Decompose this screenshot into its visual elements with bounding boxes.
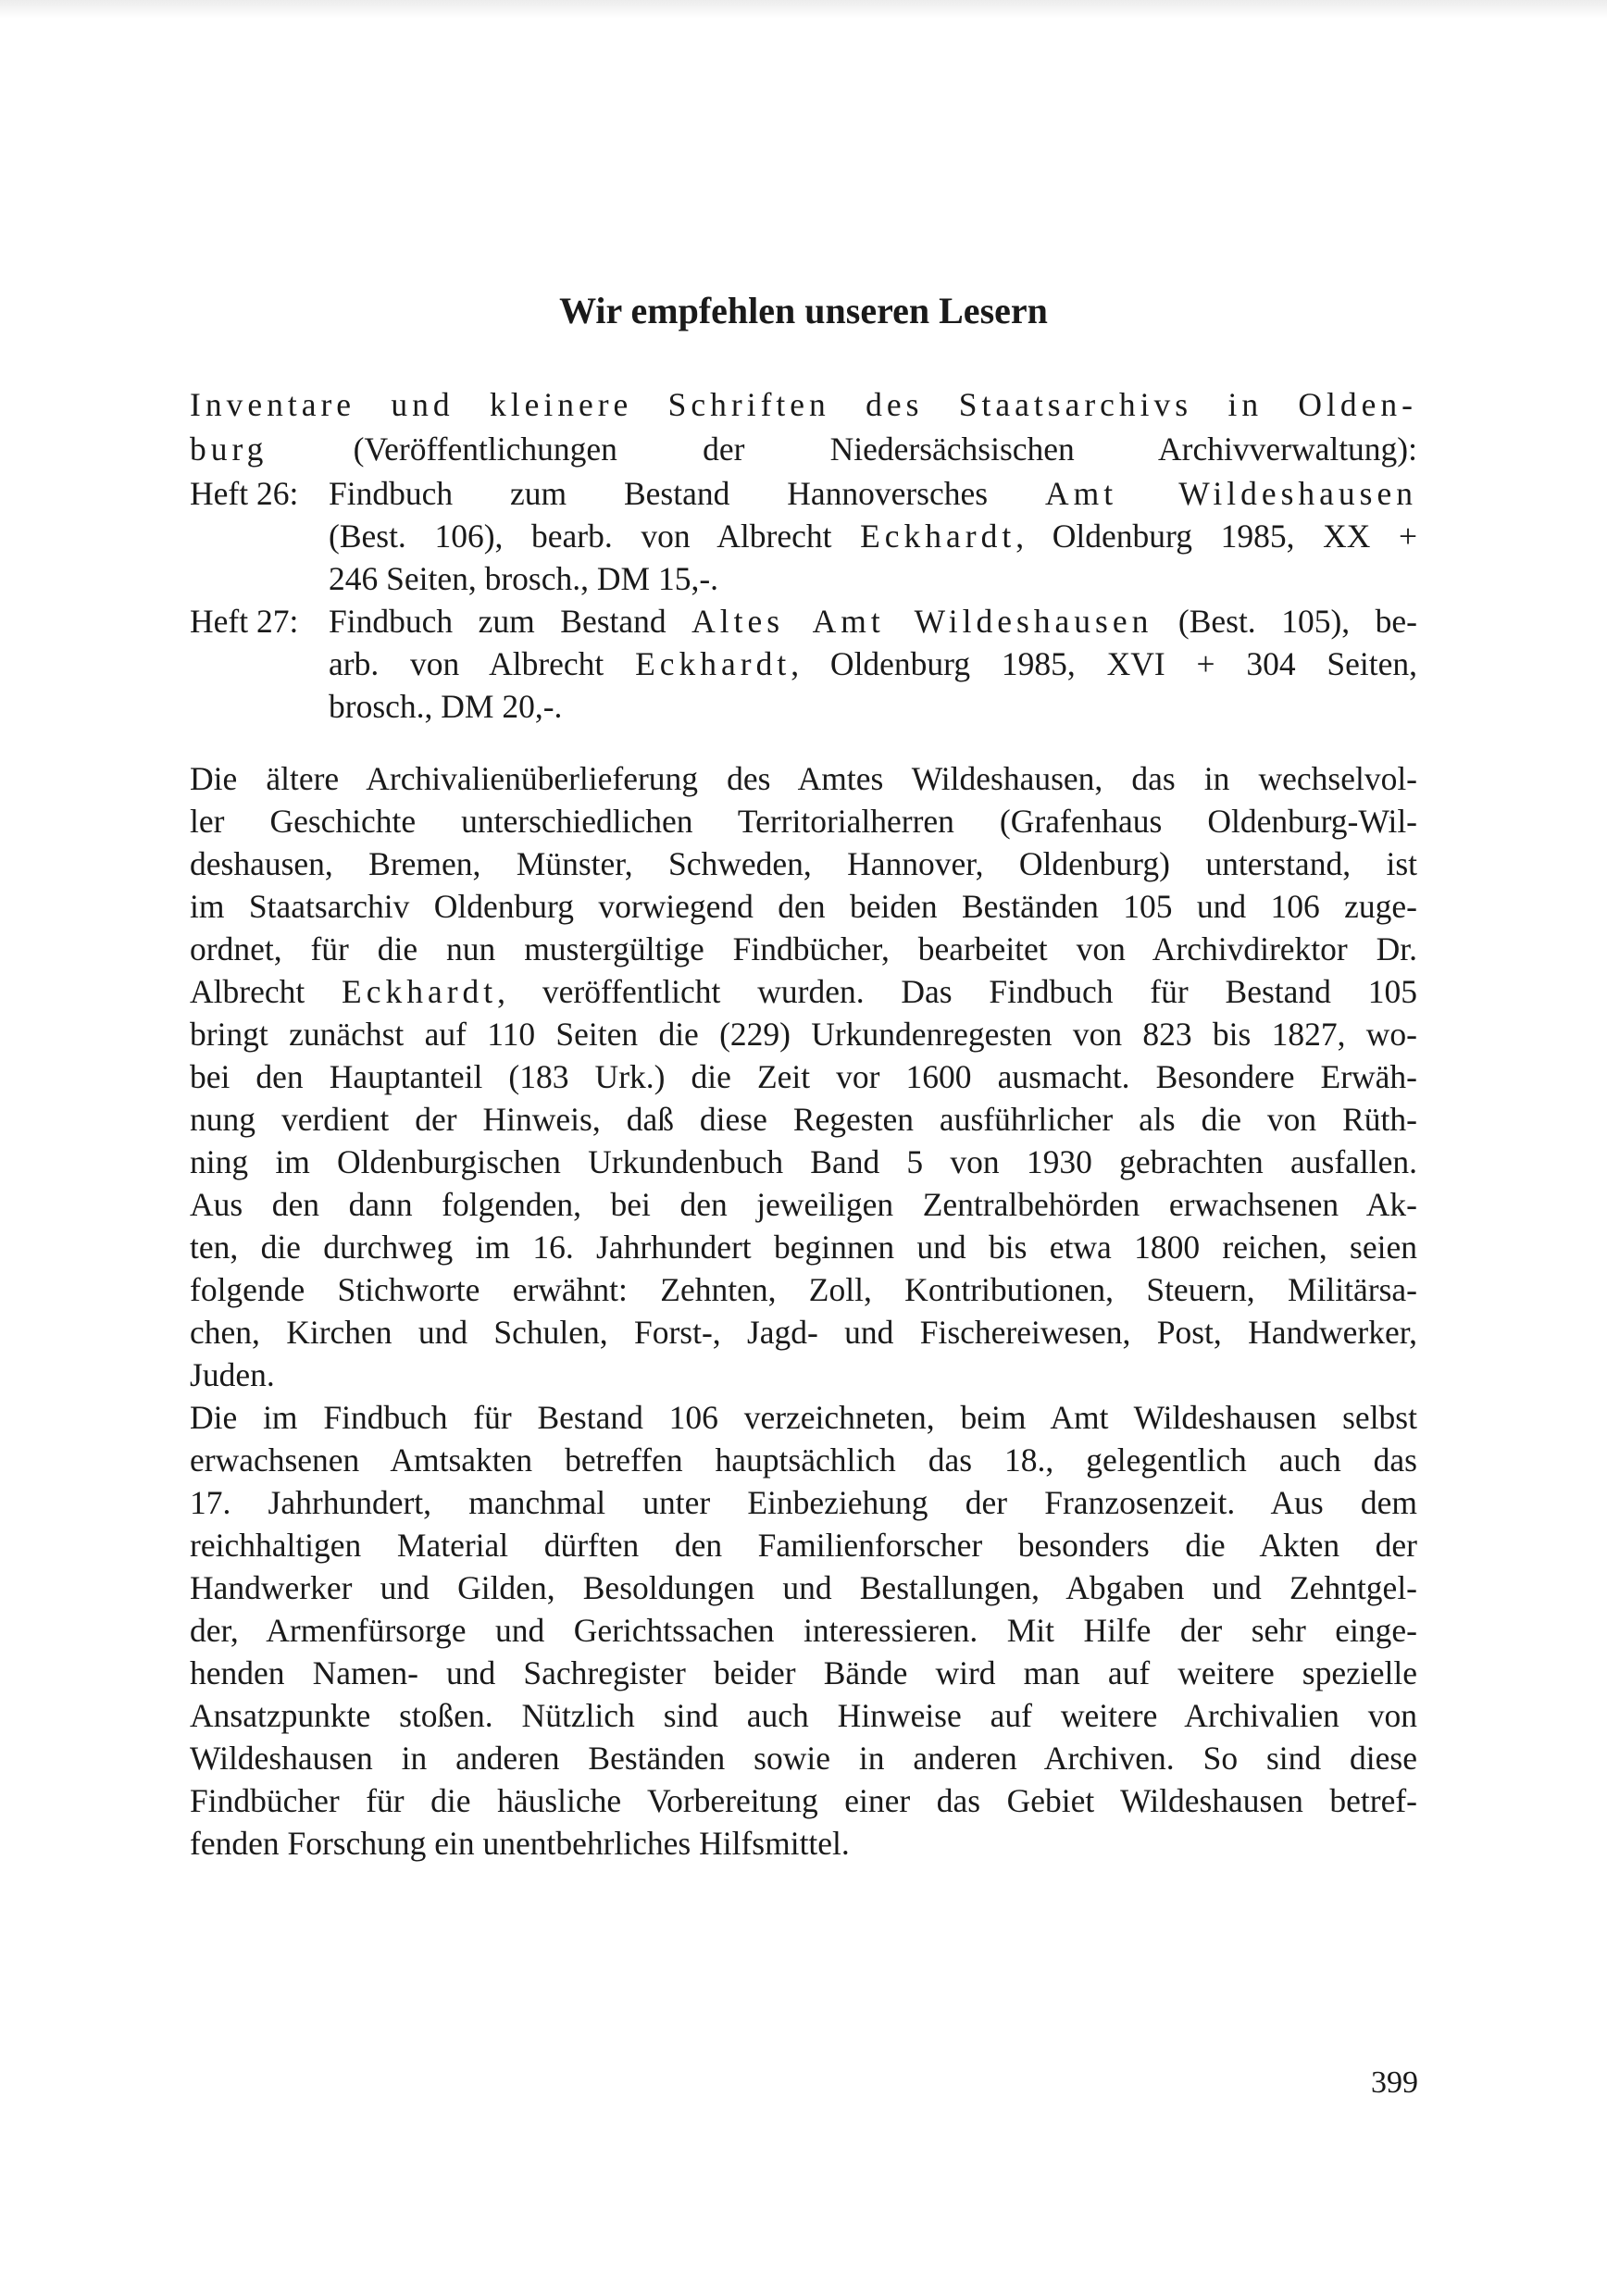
review-line: Juden. <box>190 1356 275 1393</box>
review-line: ler Geschichte unterschiedlichen Territorialherren (Grafenhaus Oldenburg-Wil- <box>190 803 1417 840</box>
review-line: ten, die durchweg im 16. Jahrhundert beginnen und bis etwa 1800 reichen, seien <box>190 1229 1417 1266</box>
review-line: deshausen, Bremen, Münster, Schweden, Hannover, Oldenburg) unterstand, ist <box>190 845 1417 882</box>
intro-line-1: Inventare und kleinere Schriften des Staatsarchivs in Olden- <box>190 386 1417 423</box>
page-title: Wir empfehlen unseren Lesern <box>559 290 1048 331</box>
heft-27-label: Heft 27: <box>190 603 299 640</box>
page-number: 399 <box>1371 2065 1418 2100</box>
heft-27-line-1: Heft 27: Findbuch zum Bestand Altes Amt Wildeshausen (Best. 105), be- <box>190 600 1417 643</box>
review-line: Findbücher für die häusliche Vorbereitung einer das Gebiet Wildeshausen betref- <box>190 1782 1417 1819</box>
review-line: Die ältere Archivalienüberlieferung des Amtes Wildeshausen, das in wechselvol- <box>190 760 1417 797</box>
heft-26-label: Heft 26: <box>190 475 299 512</box>
heft-26-line-2: (Best. 106), bearb. von Albrecht Eckhardt, Oldenburg 1985, XX + <box>329 518 1417 555</box>
review-line: Albrecht Eckhardt, veröffentlicht wurden. Das Findbuch für Bestand 105 <box>190 973 1417 1010</box>
review-line: reichhaltigen Material dürften den Familienforscher besonders die Akten der <box>190 1527 1417 1564</box>
review-line: ning im Oldenburgischen Urkundenbuch Band 5 von 1930 gebrachten ausfallen. <box>190 1143 1417 1180</box>
heft-27-line-2: arb. von Albrecht Eckhardt, Oldenburg 1985, XVI + 304 Seiten, <box>329 645 1417 682</box>
review-line: 17. Jahrhundert, manchmal unter Einbeziehung der Franzosenzeit. Aus dem <box>190 1484 1417 1521</box>
review-line: bringt zunächst auf 110 Seiten die (229) Urkundenregesten von 823 bis 1827, wo- <box>190 1016 1417 1053</box>
review-line: ordnet, für die nun mustergültige Findbücher, bearbeitet von Archivdirektor Dr. <box>190 930 1417 967</box>
review-line: der, Armenfürsorge und Gerichtssachen interessieren. Mit Hilfe der sehr einge- <box>190 1612 1417 1649</box>
review-line: Ansatzpunkte stoßen. Nützlich sind auch Hinweise auf weitere Archivalien von <box>190 1697 1417 1734</box>
review-line: Die im Findbuch für Bestand 106 verzeichneten, beim Amt Wildeshausen selbst <box>190 1399 1417 1436</box>
intro-line-2: burg (Veröffentlichungen der Niedersächsischen Archivverwaltung): <box>190 430 1417 468</box>
review-line: im Staatsarchiv Oldenburg vorwiegend den beiden Beständen 105 und 106 zuge- <box>190 888 1417 925</box>
heft-26-line-1: Heft 26: Findbuch zum Bestand Hannoversches Amt Wildeshausen <box>190 472 1417 515</box>
review-line: Handwerker und Gilden, Besoldungen und Bestallungen, Abgaben und Zehntgel- <box>190 1569 1417 1606</box>
heft-27-line-3: brosch., DM 20,-. <box>329 688 563 725</box>
review-line: nung verdient der Hinweis, daß diese Regesten ausführlicher als die von Rüth- <box>190 1101 1417 1138</box>
heft-26-line-3: 246 Seiten, brosch., DM 15,-. <box>329 560 719 597</box>
review-line: erwachsenen Amtsakten betreffen hauptsächlich das 18., gelegentlich auch das <box>190 1441 1417 1479</box>
review-line: folgende Stichworte erwähnt: Zehnten, Zoll, Kontributionen, Steuern, Militärsa- <box>190 1271 1417 1308</box>
review-line: henden Namen- und Sachregister beider Bände wird man auf weitere spezielle <box>190 1654 1417 1691</box>
review-line: Aus den dann folgenden, bei den jeweiligen Zentralbehörden erwachsenen Ak- <box>190 1186 1417 1223</box>
review-line: bei den Hauptanteil (183 Urk.) die Zeit vor 1600 ausmacht. Besondere Erwäh- <box>190 1058 1417 1095</box>
scan-edge <box>0 0 1607 19</box>
review-line: Wildeshausen in anderen Beständen sowie in anderen Archiven. So sind diese <box>190 1740 1417 1777</box>
review-line: fenden Forschung ein unentbehrliches Hilfsmittel. <box>190 1825 850 1862</box>
review-line: chen, Kirchen und Schulen, Forst-, Jagd- und Fischereiwesen, Post, Handwerker, <box>190 1314 1417 1351</box>
